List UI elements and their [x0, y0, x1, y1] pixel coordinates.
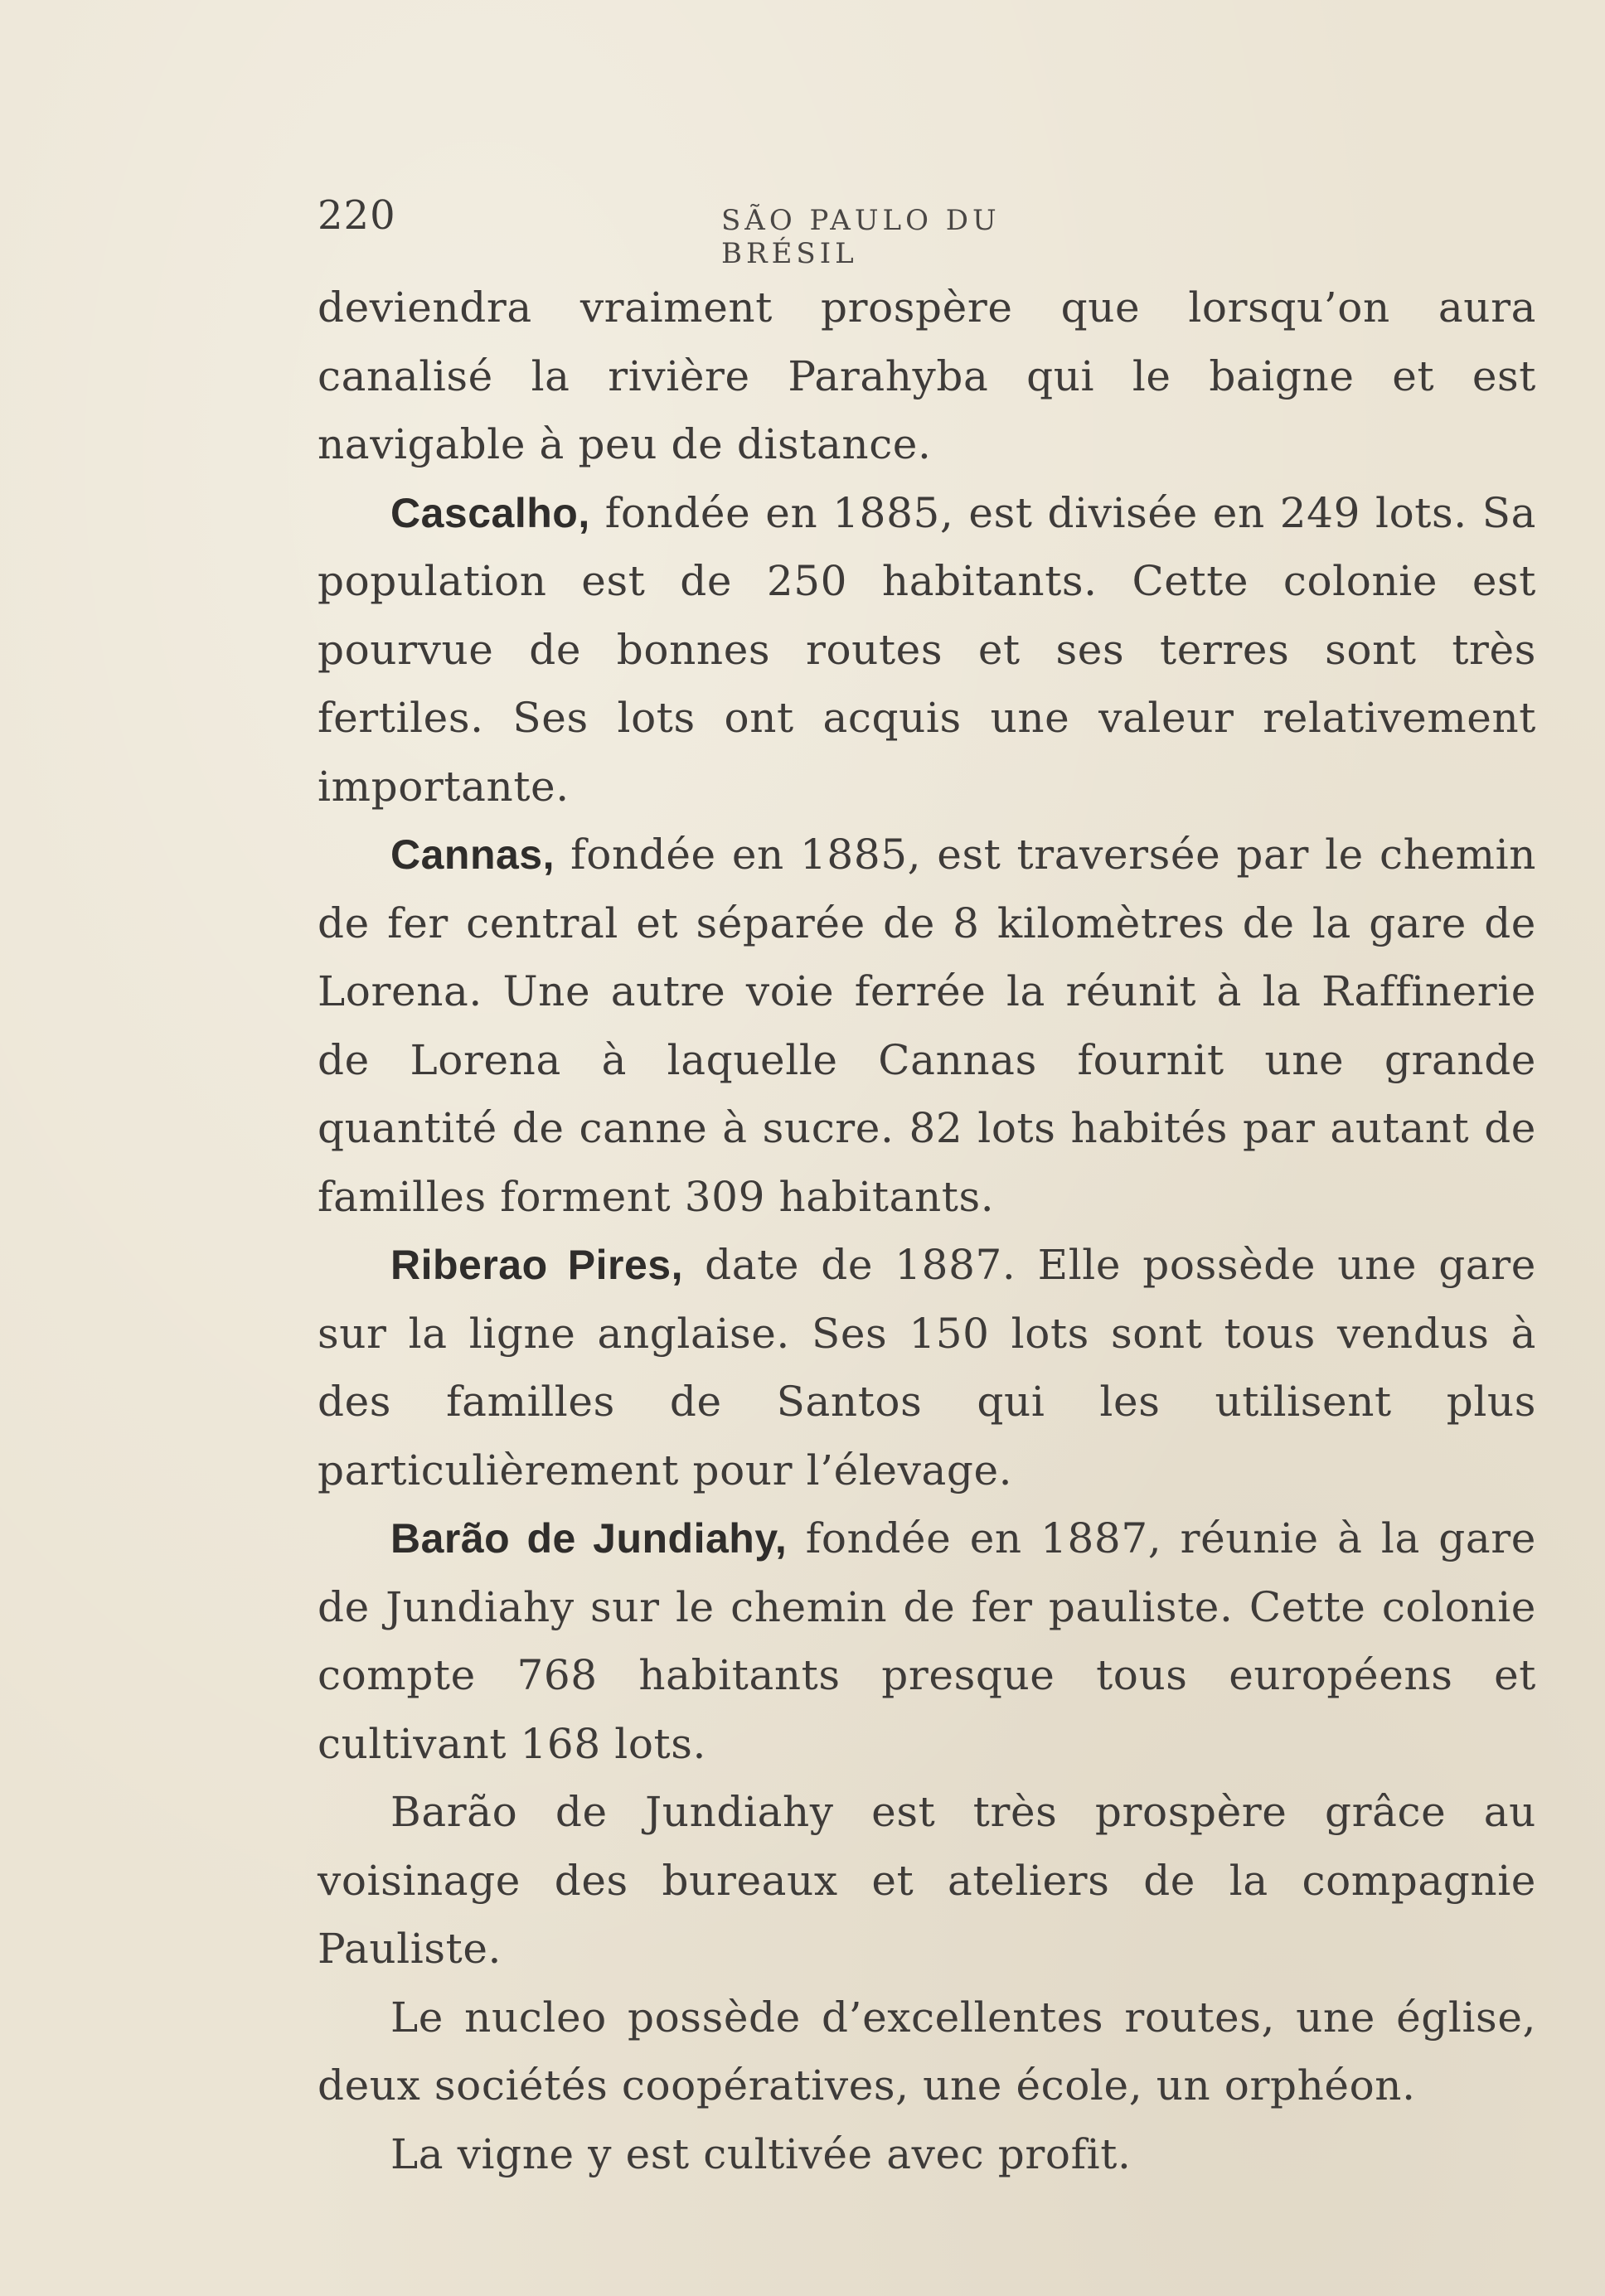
paragraph-facilities: [318, 1984, 1536, 2120]
paragraph-riberao-pires: [318, 1231, 1536, 1504]
paragraph-text: fondée en 1887, réunie à la gare de Jundiahy sur le chemin de fer pauliste. Cette colonie compte 768 habitants presque tous européens et cultivant 168 lots.: [318, 1514, 1536, 1768]
colony-name-barao-de-jundiahy: Barão de Jundiahy,: [390, 1515, 788, 1562]
paragraph-text: date de 1887. Elle possède une gare sur la ligne anglaise. Ses 150 lots sont tous vendus à des familles de Santos qui les utilisent plus particulièrement pour l’élevage.: [318, 1241, 1536, 1494]
colony-name-cannas: Cannas,: [390, 831, 555, 878]
paragraph-cascalho: [318, 479, 1536, 821]
paragraph-text: fondée en 1885, est traversée par le chemin de fer central et séparée de 8 kilomètres de la gare de Lorena. Une autre voie ferrée la réunit à la Raffinerie de Lorena à laquelle Cannas fournit une grande quantité de canne à sucre. 82 lots habités par autant de familles forment 309 habitants.: [318, 831, 1536, 1221]
paragraph-text: fondée en 1885, est divisée en 249 lots. Sa population est de 250 habitants. Cette colonie est pourvue de bonnes routes et ses terres sont très fertiles. Ses lots ont acquis une valeur relativement importante.: [318, 488, 1536, 811]
paragraph-barao-de-jundiahy: [318, 1504, 1536, 1778]
paragraph-vineyard: [318, 2120, 1536, 2189]
body-text: [318, 274, 1536, 2188]
paragraph-cannas: [318, 821, 1536, 1231]
paragraph-continuation: [318, 274, 1536, 479]
paragraph-text: La vigne y est cultivée avec profit.: [390, 2129, 1132, 2178]
page-header: [318, 192, 1147, 270]
colony-name-riberao-pires: Riberao Pires,: [390, 1242, 683, 1288]
paragraph-text: deviendra vraiment prospère que lorsqu’on aura canalisé la rivière Parahyba qui le baigne et est navigable à peu de distance.: [318, 283, 1536, 468]
colony-name-cascalho: Cascalho,: [390, 489, 590, 536]
running-title: SÃO PAULO DU BRÉSIL: [721, 204, 1001, 270]
paragraph-text: Barão de Jundiahy est très prospère grâce au voisinage des bureaux et ateliers de la compagnie Pauliste.: [318, 1788, 1536, 1973]
paragraph-prosperity: [318, 1778, 1536, 1984]
paragraph-text: Le nucleo possède d’excellentes routes, une église, deux sociétés coopératives, une école, un orphéon.: [318, 1993, 1536, 2110]
page-number: 220: [318, 192, 396, 239]
